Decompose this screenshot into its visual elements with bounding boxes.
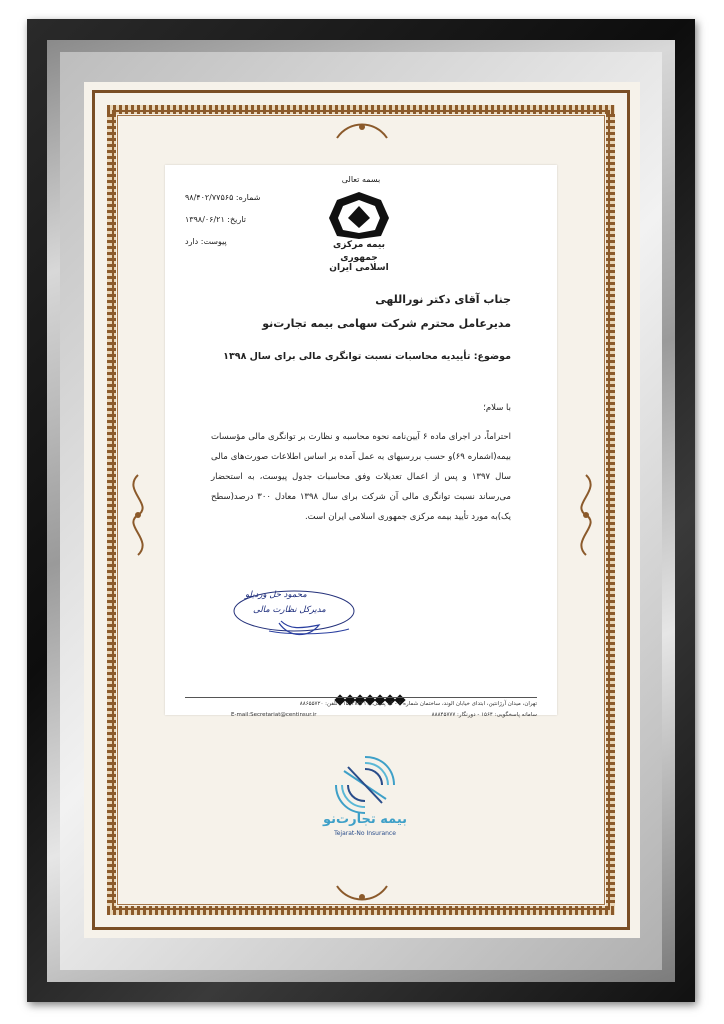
official-letter (165, 165, 557, 718)
bismillah-heading: بسمه تعالی (341, 175, 381, 184)
company-name-en: Tejarat-No Insurance (334, 830, 396, 837)
company-name-fa: بیمه تجارت‌نو (322, 812, 408, 827)
letter-greeting: با سلام؛ (483, 403, 511, 413)
signature-name: محمود حل وردیلو (245, 590, 307, 600)
right-flourish-icon (568, 470, 604, 560)
signature-title: مدیرکل نظارت مالی (253, 605, 326, 615)
letter-date: تاریخ: ۱۳۹۸/۰۶/۲۱ (185, 215, 246, 224)
letter-number: شماره: ۹۸/۴۰۲/۷۷۵۶۵ (185, 193, 261, 202)
central-insurance-logo (325, 190, 393, 273)
issuer-logo-line2: جمهوری اسلامی ایران (329, 253, 389, 273)
recipient-name: جناب آقای دکتر نوراللهی (375, 293, 511, 306)
footer-contact: سامانه پاسخگویی: ۱۵۶۴ - دورنگار: ۸۸۸۴۵۷۷۷ (431, 712, 537, 718)
left-flourish-icon (120, 470, 156, 560)
letter-subject: موضوع: تأییدیه محاسبات نسبت توانگری مالی برای سال ۱۳۹۸ (223, 351, 511, 362)
bottom-flourish-icon (335, 880, 389, 906)
top-flourish-icon (335, 118, 389, 144)
footer-address: تهران، میدان آرژانتین، ابتدای خیابان الوند، ساختمان شماره ۲ - کد پستی: ۱۵۱۴۸۳۳۱۱ - تلفن: ۸۸۶۵۵۷۲۰ (299, 701, 537, 707)
footer-divider (185, 697, 537, 698)
letter-attachment: پیوست: دارد (185, 237, 227, 246)
central-insurance-emblem-icon (325, 190, 393, 240)
letter-body: احتراماً، در اجرای ماده ۶ آیین‌نامه نحوه محاسبه و نظارت بر توانگری مالی مؤسسات بیمه(اشماره ۶۹)و حسب بررسیهای به عمل آمده بر اساس اطلاعات صورت‌های مالی سال ۱۳۹۷ و پس از اعمال تعدیلات وفق محاسبات جدول پیوست، به استحضار می‌رساند نسبت توانگری مالی آن شرکت برای سال ۱۳۹۸ معادل ۳۰۰ درصد(سطح یک)به مورد تأیید بیمه مرکزی جمهوری اسلامی ایران است. (211, 432, 512, 522)
issuer-logo-line1: بیمه مرکزی (333, 240, 385, 250)
recipient-title: مدیرعامل محترم شرکت سهامی بیمه تجارت‌نو (262, 317, 511, 330)
footer-email: E-mail:Secretariat@centinsur.ir (231, 712, 317, 718)
